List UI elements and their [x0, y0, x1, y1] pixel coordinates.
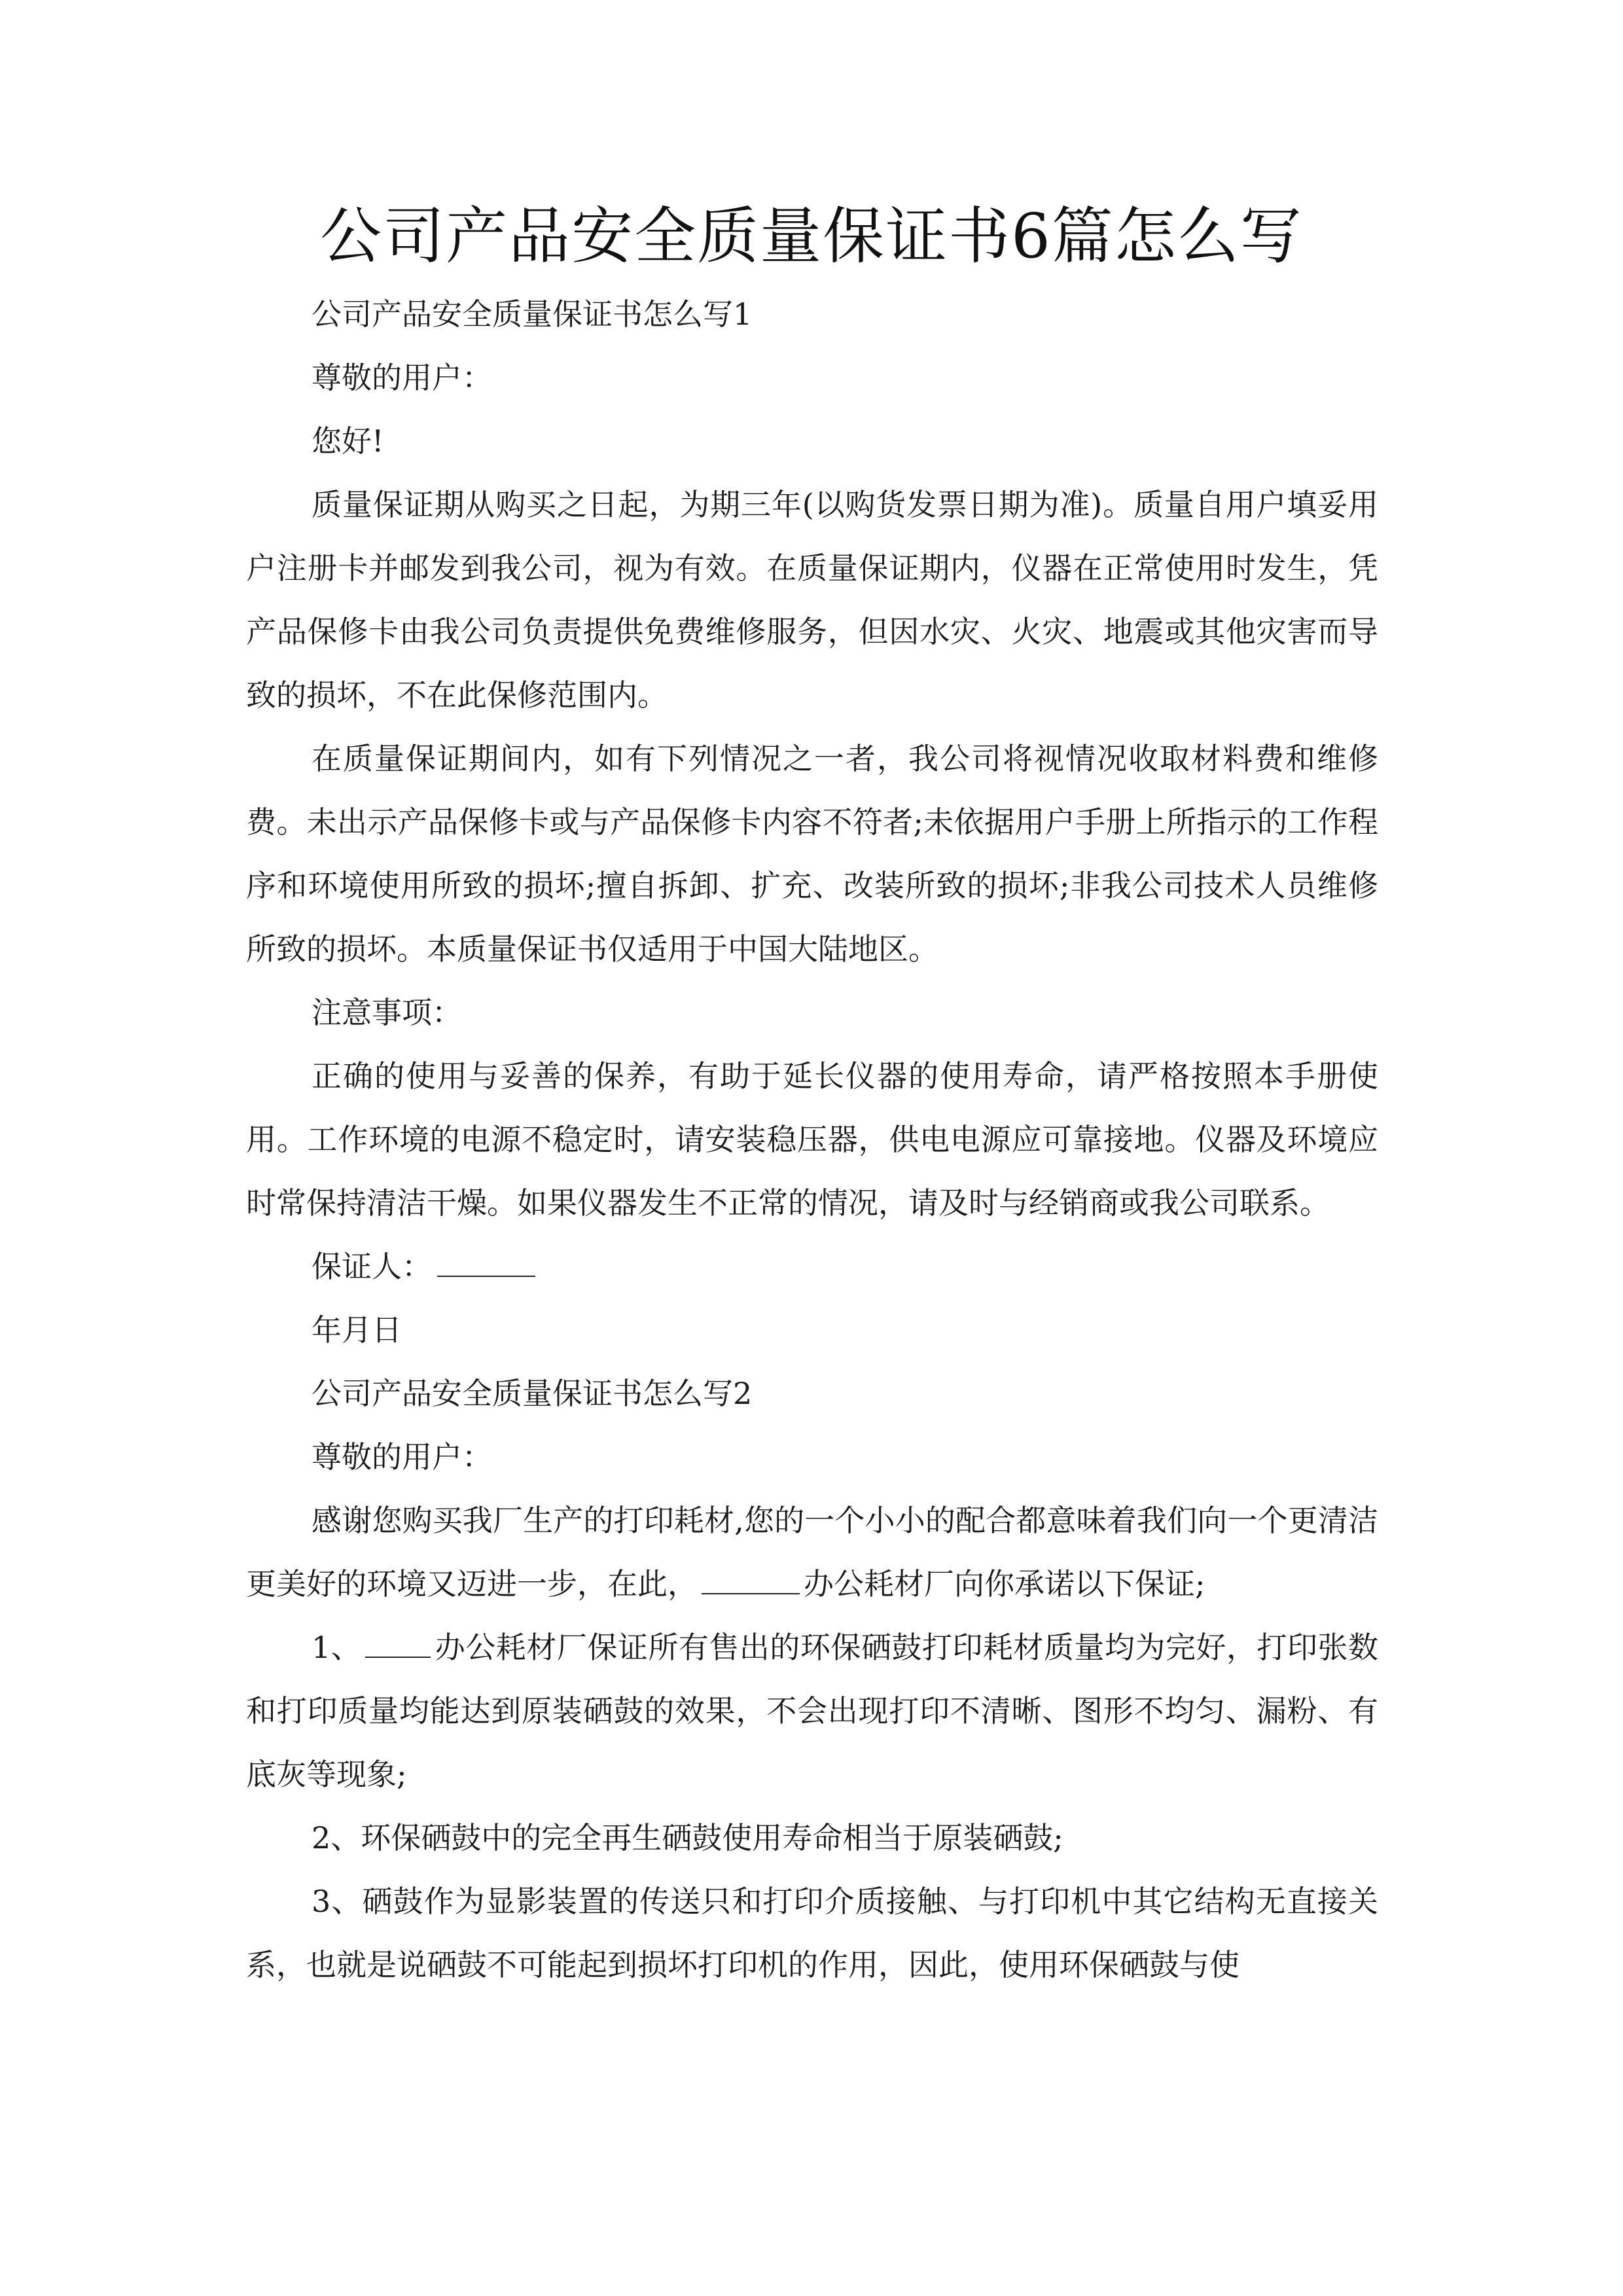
section-heading-2: 公司产品安全质量保证书怎么写2 — [312, 1376, 753, 1411]
salutation-2: 尊敬的用户： — [312, 1439, 492, 1475]
guarantor-label: 保证人： — [312, 1249, 432, 1284]
factory-name-blank-2 — [365, 1628, 431, 1658]
greeting: 您好! — [312, 423, 384, 459]
paragraph-charges: 在质量保证期间内，如有下列情况之一者，我公司将视情况收取材料费和维修费。未出示产品保修卡或与产品保修卡内容不符者;未依据用户手册上所指示的工作程序和环境使用所致的损坏;擅自拆卸、扩充、改装所致的损坏;非我公司技术人员维修所致的损坏。本质量保证书仅适用于中国大陆地区。 — [246, 741, 1378, 967]
notes-heading: 注意事项： — [312, 995, 462, 1030]
list-item-1 — [246, 1616, 1378, 1806]
factory-name-blank — [702, 1564, 800, 1594]
guarantor-blank — [437, 1247, 535, 1277]
thanks-text-post: 办公耗材厂向你承诺以下保证; — [804, 1566, 1205, 1602]
section-heading-1: 公司产品安全质量保证书怎么写1 — [312, 296, 753, 332]
list-item-2: 2、环保硒鼓中的完全再生硒鼓使用寿命相当于原装硒鼓; — [312, 1820, 1063, 1856]
salutation: 尊敬的用户： — [312, 360, 492, 395]
date-line: 年月日 — [312, 1312, 402, 1348]
paragraph-warranty-period: 质量保证期从购买之日起，为期三年(以购货发票日期为准)。质量自用户填妥用户注册卡并邮发到我公司，视为有效。在质量保证期内，仪器在正常使用时发生，凭产品保修卡由我公司负责提供免费维修服务，但因水灾、火灾、地震或其他灾害而导致的损坏，不在此保修范围内。 — [246, 487, 1378, 713]
guarantor-line — [246, 1235, 1378, 1299]
paragraph-thanks — [246, 1489, 1378, 1616]
list-item-1-pre: 1、 — [312, 1630, 362, 1665]
document-title: 公司产品安全质量保证书6篇怎么写 — [320, 201, 1303, 272]
thanks-text-pre: 感谢您购买我厂生产的打印耗材,您的一个小小的配合都意味着我们向一个更清洁更美好的环境又迈进一步，在此， — [246, 1503, 1378, 1602]
list-item-3: 3、硒鼓作为显影装置的传送只和打印介质接触、与打印机中其它结构无直接关系，也就是说硒鼓不可能起到损坏打印机的作用，因此，使用环保硒鼓与使 — [246, 1884, 1378, 1982]
document-body — [246, 283, 1378, 1997]
paragraph-notes: 正确的使用与妥善的保养，有助于延长仪器的使用寿命，请严格按照本手册使用。工作环境的电源不稳定时，请安装稳压器，供电电源应可靠接地。仪器及环境应时常保持清洁干燥。如果仪器发生不正常的情况，请及时与经销商或我公司联系。 — [246, 1058, 1378, 1221]
list-item-1-post: 办公耗材厂保证所有售出的环保硒鼓打印耗材质量均为完好，打印张数和打印质量均能达到原装硒鼓的效果，不会出现打印不清晰、图形不均匀、漏粉、有底灰等现象; — [246, 1630, 1378, 1792]
